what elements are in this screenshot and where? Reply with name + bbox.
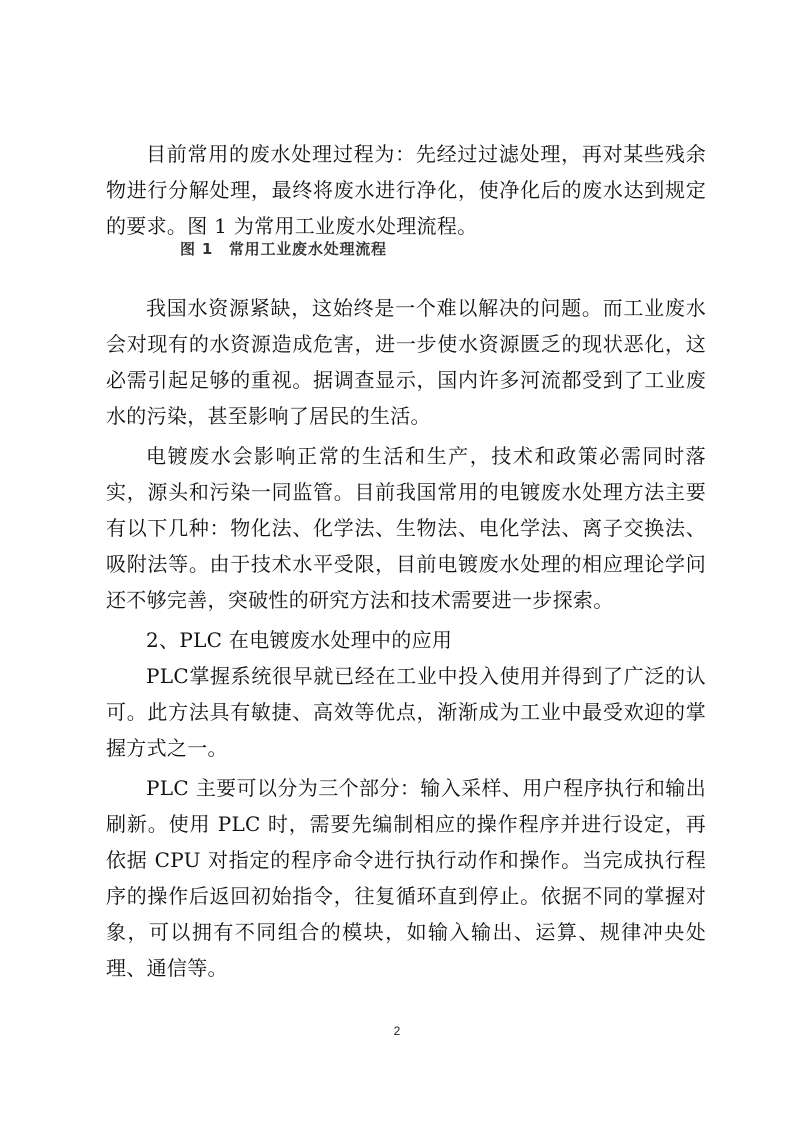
paragraph-plc-intro: PLC掌握系统很早就已经在工业中投入使用并得到了广泛的认可。此方法具有敏捷、高效等优点，渐渐成为工业中最受欢迎的掌握方式之一。 [106, 664, 706, 760]
paragraph-plc-structure: PLC 主要可以分为三个部分：输入采样、用户程序执行和输出刷新。使用 PLC 时，需要先编制相应的操作程序并进行设定，再依据 CPU 对指定的程序命令进行执行动作和操作。当完成执行程序的操作后返回初始指令，往复循环直到停止。依据不同的掌握对象，可以拥有不同组合的模块，如输入输出、运算、规律冲央处理、通信等。 [106, 776, 706, 980]
paragraph-wastewater-process: 目前常用的废水处理过程为：先经过过滤处理，再对某些残余物进行分解处理，最终将废水进行净化，使净化后的废水达到规定的要求。图 1 为常用工业废水处理流程。 [106, 142, 706, 238]
figure-placeholder [106, 260, 706, 290]
page-body [106, 136, 706, 986]
paragraph-water-scarcity: 我国水资源紧缺，这始终是一个难以解决的问题。而工业废水会对现有的水资源造成危害，进一步使水资源匮乏的现状恶化，这必需引起足够的重视。据调查显示，国内许多河流都受到了工业废水的污染，甚至影响了居民的生活。 [106, 296, 706, 428]
figure-caption: 图 1 常用工业废水处理流程 [180, 240, 387, 258]
section-heading: 2、PLC 在电镀废水处理中的应用 [146, 628, 453, 652]
page-number: 2 [393, 1024, 401, 1038]
paragraph-electroplating-methods: 电镀废水会影响正常的生活和生产，技术和政策必需同时落实，源头和污染一同监管。目前我国常用的电镀废水处理方法主要有以下几种：物化法、化学法、生物法、电化学法、离子交换法、吸附法等。由于技术水平受限，目前电镀废水处理的相应理论学问还不够完善，突破性的研究方法和技术需要进一步探索。 [106, 444, 706, 612]
